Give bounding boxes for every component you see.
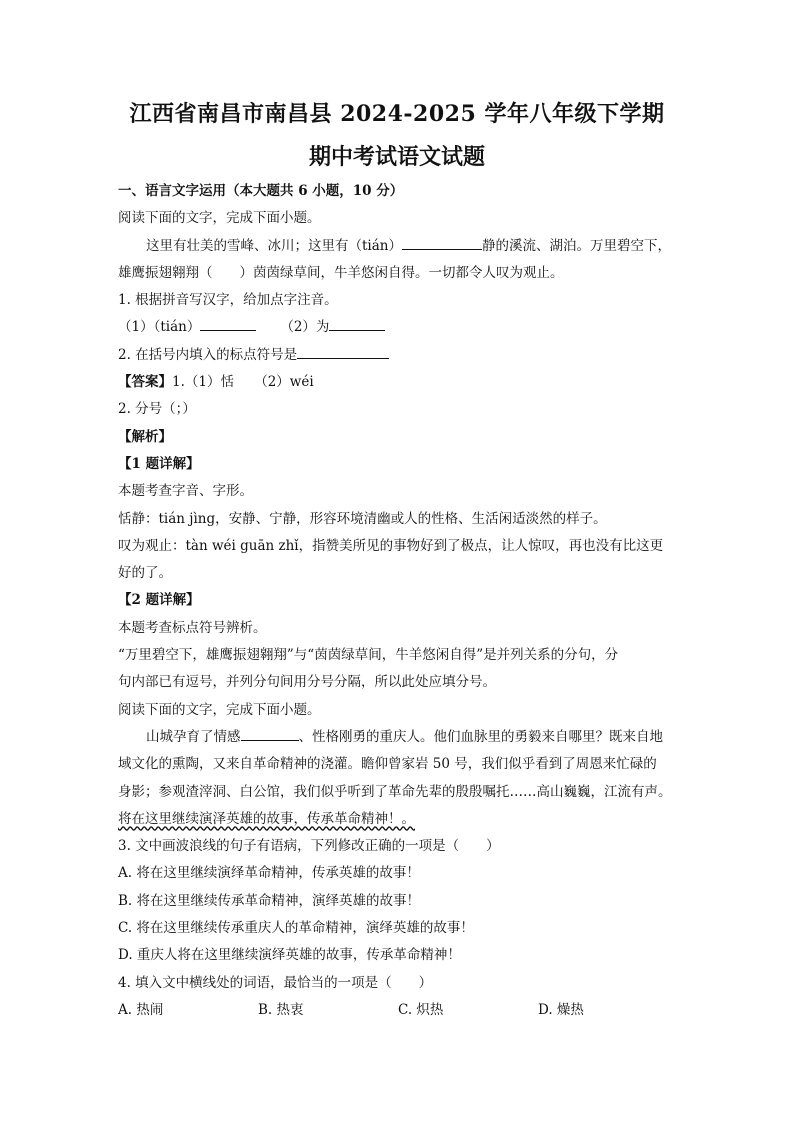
detail-text: 恬静：tián jìng，安静、宁静，形容环境清幽或人的性格、生活闲适淡然的样子。 xyxy=(118,510,607,527)
detail-text: 叹为观止：tàn wéi guān zhǐ，指赞美所见的事物好到了极点，让人惊叹，再也没有比这更 xyxy=(118,537,664,554)
question-text: （2）为 xyxy=(280,319,330,336)
passage-text: 这里有壮美的雪峰、冰川；这里有（tián） xyxy=(146,237,402,254)
passage1-line xyxy=(118,233,678,260)
option-c: C. 将在这里继续传承重庆人的革命精神，演绎英雄的故事！ xyxy=(118,920,474,937)
passage-text: 、性格刚勇的重庆人。他们血脉里的勇毅来自哪里？既来自地 xyxy=(298,728,663,745)
answer-line xyxy=(118,369,678,396)
option-d: D. 重庆人将在这里继续演绎英雄的故事，传承革命精神！ xyxy=(118,947,461,964)
answer-blank xyxy=(329,316,385,331)
option-c: C. 炽热 xyxy=(398,1001,444,1018)
question-1: 1. 根据拼音写汉字，给加点字注音。 xyxy=(118,292,338,309)
question-1-parts xyxy=(118,314,678,341)
detail-heading: 【1 题详解】 xyxy=(118,455,200,472)
document-body xyxy=(118,178,678,1024)
question-3: 3. 文中画波浪线的句子有语病，下列修改正确的一项是（ ） xyxy=(118,838,500,855)
answer-blank xyxy=(402,235,482,250)
option-b: B. 热衷 xyxy=(258,1001,304,1018)
page-title: 江西省南昌市南昌县 2024-2025 学年八年级下学期 xyxy=(129,101,665,127)
detail-text: 好的了。 xyxy=(118,565,172,582)
analysis-label: 【解析】 xyxy=(118,428,172,445)
question-4: 4. 填入文中横线处的词语，最恰当的一项是（ ） xyxy=(118,974,433,991)
answer-blank xyxy=(241,726,299,741)
detail-text: 句内部已有逗号，并列分句间用分号分隔，所以此处应填分号。 xyxy=(118,674,496,691)
passage-text: 山城孕育了情感 xyxy=(146,728,241,745)
option-a: A. 热闹 xyxy=(118,1001,164,1018)
detail-text: 本题考查标点符号辨析。 xyxy=(118,619,267,636)
section-heading: 一、语言文字运用（本大题共 6 小题，10 分） xyxy=(118,183,404,199)
answer-blank xyxy=(297,344,389,359)
detail-text: 本题考查字音、字形。 xyxy=(118,483,253,500)
passage2-line: 域文化的熏陶，又来自革命精神的浇灌。瞻仰曾家岩 50 号，我们似乎看到了周恩来忙碌的 xyxy=(118,756,657,773)
question-text: 2. 在括号内填入的标点符号是 xyxy=(118,346,298,363)
question-text: （1）（tián） xyxy=(118,319,201,336)
wavy-underlined-sentence: 将在这里继续演泽英雄的故事，传承革命精神！。 xyxy=(118,810,415,827)
detail-heading: 【2 题详解】 xyxy=(118,592,200,609)
passage1-line: 雄鹰振翅翱翔（ ）茵茵绿草间，牛羊悠闲自得。一切都令人叹为观止。 xyxy=(118,264,564,281)
question-2 xyxy=(118,342,678,369)
question-4-options xyxy=(118,997,678,1024)
reading-instruction: 阅读下面的文字，完成下面小题。 xyxy=(118,701,321,718)
page-subtitle: 期中考试语文试题 xyxy=(308,144,485,170)
passage-text: 静的溪流、湖泊。万里碧空下， xyxy=(482,237,671,254)
passage2-line xyxy=(118,806,678,833)
option-a: A. 将在这里继续演绎革命精神，传承英雄的故事！ xyxy=(118,865,420,882)
answer-line: 2. 分号（；） xyxy=(118,401,196,418)
reading-instruction: 阅读下面的文字，完成下面小题。 xyxy=(118,210,321,227)
answer-text: 1.（1）恬 （2）wéi xyxy=(172,374,314,391)
option-b: B. 将在这里继续传承革命精神，演绎英雄的故事！ xyxy=(118,892,421,909)
option-d: D. 燥热 xyxy=(538,1001,584,1018)
answer-label: 【答案】 xyxy=(118,374,172,391)
passage2-line: 身影；参观渣滓洞、白公馆，我们似乎听到了革命先辈的殷殷嘱托……高山巍巍，江流有声。 xyxy=(118,783,672,800)
answer-blank xyxy=(200,316,256,331)
detail-text: “万里碧空下，雄鹰振翅翱翔”与“茵茵绿草间，牛羊悠闲自得”是并列关系的分句，分 xyxy=(118,647,619,664)
passage2-line xyxy=(118,724,678,751)
